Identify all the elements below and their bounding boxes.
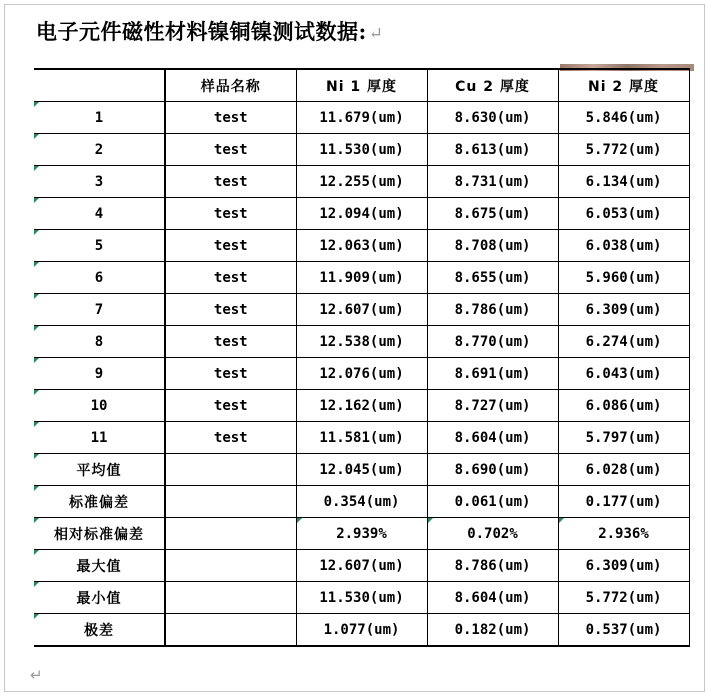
document-title bbox=[36, 16, 384, 46]
cu2-thickness-cell: 8.727(um) bbox=[427, 390, 558, 422]
ni2-thickness-cell: 2.936% bbox=[558, 518, 689, 550]
cu2-thickness-cell: 8.690(um) bbox=[427, 454, 558, 486]
ni2-thickness-cell: 5.960(um) bbox=[558, 262, 689, 294]
ni2-thickness-cell: 6.053(um) bbox=[558, 198, 689, 230]
table-row bbox=[34, 262, 689, 294]
table-row bbox=[34, 326, 689, 358]
ni1-thickness-cell: 11.530(um) bbox=[296, 582, 427, 614]
cu2-thickness-cell: 8.675(um) bbox=[427, 198, 558, 230]
sample-name-cell bbox=[165, 454, 296, 486]
row-label-cell: 4 bbox=[34, 198, 165, 230]
sample-name-cell bbox=[165, 582, 296, 614]
ni1-thickness-cell: 11.679(um) bbox=[296, 102, 427, 134]
cu2-thickness-cell: 8.731(um) bbox=[427, 166, 558, 198]
table-row bbox=[34, 358, 689, 390]
cu2-thickness-cell: 8.655(um) bbox=[427, 262, 558, 294]
cu2-thickness-cell: 8.786(um) bbox=[427, 550, 558, 582]
ni1-thickness-cell: 12.063(um) bbox=[296, 230, 427, 262]
row-label-cell: 10 bbox=[34, 390, 165, 422]
ni1-thickness-cell: 12.255(um) bbox=[296, 166, 427, 198]
cu2-thickness-cell: 8.770(um) bbox=[427, 326, 558, 358]
row-label-cell: 标准偏差 bbox=[34, 486, 165, 518]
table-row bbox=[34, 230, 689, 262]
sample-name-cell: test bbox=[165, 358, 296, 390]
table-row bbox=[34, 198, 689, 230]
cu2-thickness-cell: 8.613(um) bbox=[427, 134, 558, 166]
ni1-thickness-cell: 12.076(um) bbox=[296, 358, 427, 390]
ni2-thickness-cell: 0.537(um) bbox=[558, 614, 689, 647]
ni1-thickness-cell: 11.909(um) bbox=[296, 262, 427, 294]
sample-name-cell: test bbox=[165, 230, 296, 262]
ni2-thickness-cell: 6.086(um) bbox=[558, 390, 689, 422]
row-label-cell: 11 bbox=[34, 422, 165, 454]
table-row bbox=[34, 422, 689, 454]
row-label-cell: 5 bbox=[34, 230, 165, 262]
cu2-thickness-cell: 0.182(um) bbox=[427, 614, 558, 647]
ni2-thickness-cell: 6.309(um) bbox=[558, 294, 689, 326]
ni2-thickness-cell: 6.038(um) bbox=[558, 230, 689, 262]
row-label-cell: 9 bbox=[34, 358, 165, 390]
ni1-thickness-cell: 2.939% bbox=[296, 518, 427, 550]
ni1-thickness-cell: 12.162(um) bbox=[296, 390, 427, 422]
sample-name-cell bbox=[165, 550, 296, 582]
header-cell-sample-name: 样品名称 bbox=[165, 69, 296, 102]
table-row bbox=[34, 454, 689, 486]
row-label-cell: 6 bbox=[34, 262, 165, 294]
table-row bbox=[34, 518, 689, 550]
header-cell-ni1-thickness: Ni 1 厚度 bbox=[296, 69, 427, 102]
cu2-thickness-cell: 0.061(um) bbox=[427, 486, 558, 518]
ni1-thickness-cell: 12.045(um) bbox=[296, 454, 427, 486]
ni1-thickness-cell: 12.607(um) bbox=[296, 550, 427, 582]
paragraph-mark: ↵ bbox=[368, 24, 384, 44]
sample-name-cell: test bbox=[165, 390, 296, 422]
table-row bbox=[34, 166, 689, 198]
table-row bbox=[34, 134, 689, 166]
table-row bbox=[34, 550, 689, 582]
row-label-cell: 极差 bbox=[34, 614, 165, 647]
sample-name-cell: test bbox=[165, 102, 296, 134]
cu2-thickness-cell: 0.702% bbox=[427, 518, 558, 550]
ni2-thickness-cell: 6.028(um) bbox=[558, 454, 689, 486]
sample-name-cell: test bbox=[165, 422, 296, 454]
ni1-thickness-cell: 12.094(um) bbox=[296, 198, 427, 230]
title-text: 电子元件磁性材料镍铜镍测试数据: bbox=[36, 19, 367, 44]
cu2-thickness-cell: 8.604(um) bbox=[427, 582, 558, 614]
ni2-thickness-cell: 5.772(um) bbox=[558, 582, 689, 614]
sample-name-cell bbox=[165, 518, 296, 550]
header-cell-cu2-thickness: Cu 2 厚度 bbox=[427, 69, 558, 102]
thickness-data-table bbox=[34, 68, 690, 647]
ni2-thickness-cell: 5.797(um) bbox=[558, 422, 689, 454]
end-paragraph-mark: ↵ bbox=[30, 666, 43, 684]
table-row bbox=[34, 614, 689, 647]
cu2-thickness-cell: 8.708(um) bbox=[427, 230, 558, 262]
ni2-thickness-cell: 6.274(um) bbox=[558, 326, 689, 358]
sample-name-cell: test bbox=[165, 326, 296, 358]
row-label-cell: 7 bbox=[34, 294, 165, 326]
table-header-row bbox=[34, 69, 689, 102]
ni1-thickness-cell: 12.607(um) bbox=[296, 294, 427, 326]
table-row bbox=[34, 102, 689, 134]
sample-name-cell: test bbox=[165, 294, 296, 326]
table-row bbox=[34, 582, 689, 614]
ni1-thickness-cell: 0.354(um) bbox=[296, 486, 427, 518]
cu2-thickness-cell: 8.786(um) bbox=[427, 294, 558, 326]
ni2-thickness-cell: 5.772(um) bbox=[558, 134, 689, 166]
table-row bbox=[34, 390, 689, 422]
row-label-cell: 3 bbox=[34, 166, 165, 198]
header-cell-index bbox=[34, 69, 165, 102]
table-body bbox=[34, 102, 689, 647]
cu2-thickness-cell: 8.604(um) bbox=[427, 422, 558, 454]
ni2-thickness-cell: 6.309(um) bbox=[558, 550, 689, 582]
table-row bbox=[34, 486, 689, 518]
cu2-thickness-cell: 8.630(um) bbox=[427, 102, 558, 134]
ni2-thickness-cell: 0.177(um) bbox=[558, 486, 689, 518]
sample-name-cell: test bbox=[165, 134, 296, 166]
ni2-thickness-cell: 6.134(um) bbox=[558, 166, 689, 198]
row-label-cell: 8 bbox=[34, 326, 165, 358]
row-label-cell: 平均值 bbox=[34, 454, 165, 486]
ni2-thickness-cell: 6.043(um) bbox=[558, 358, 689, 390]
row-label-cell: 2 bbox=[34, 134, 165, 166]
cu2-thickness-cell: 8.691(um) bbox=[427, 358, 558, 390]
ni1-thickness-cell: 11.530(um) bbox=[296, 134, 427, 166]
sample-name-cell bbox=[165, 486, 296, 518]
header-cell-ni2-thickness: Ni 2 厚度 bbox=[558, 69, 689, 102]
sample-name-cell: test bbox=[165, 166, 296, 198]
row-label-cell: 1 bbox=[34, 102, 165, 134]
ni2-thickness-cell: 5.846(um) bbox=[558, 102, 689, 134]
sample-name-cell bbox=[165, 614, 296, 647]
row-label-cell: 最小值 bbox=[34, 582, 165, 614]
row-label-cell: 最大值 bbox=[34, 550, 165, 582]
ni1-thickness-cell: 12.538(um) bbox=[296, 326, 427, 358]
sample-name-cell: test bbox=[165, 198, 296, 230]
ni1-thickness-cell: 1.077(um) bbox=[296, 614, 427, 647]
sample-name-cell: test bbox=[165, 262, 296, 294]
table-row bbox=[34, 294, 689, 326]
row-label-cell: 相对标准偏差 bbox=[34, 518, 165, 550]
ni1-thickness-cell: 11.581(um) bbox=[296, 422, 427, 454]
